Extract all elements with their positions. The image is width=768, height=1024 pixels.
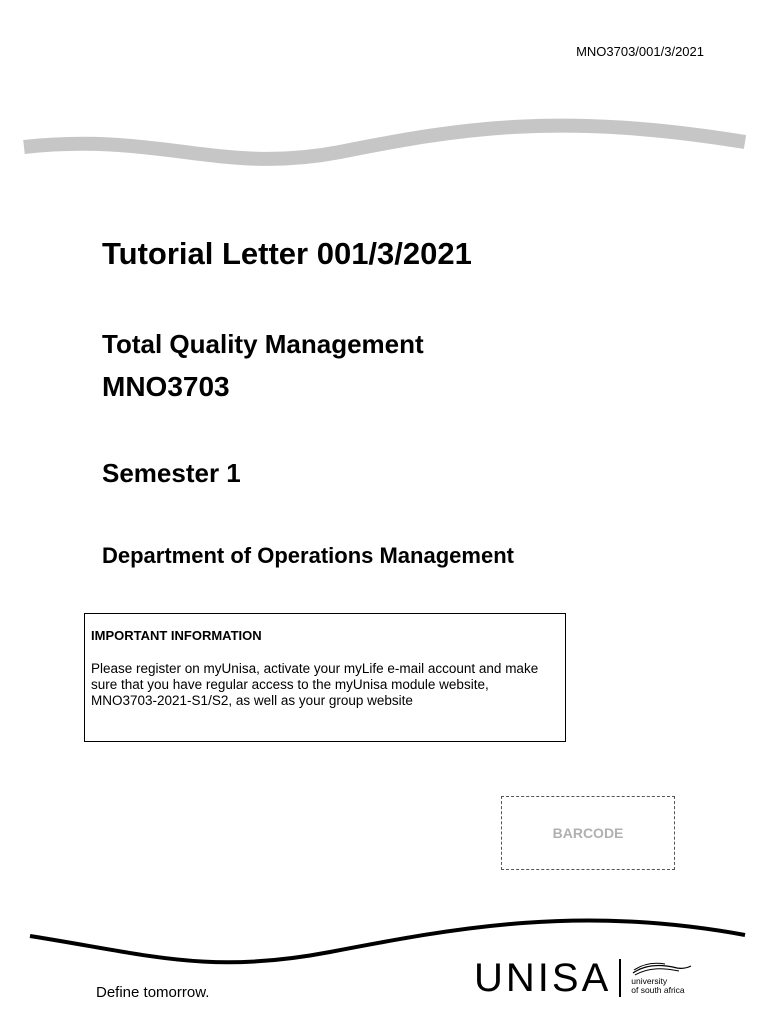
module-name: Total Quality Management [102, 329, 424, 359]
logo-wordmark: UNISA [474, 956, 612, 1000]
unisa-logo [474, 958, 693, 998]
logo-subtitle-line-1: university [631, 976, 668, 986]
info-heading: IMPORTANT INFORMATION [91, 628, 262, 643]
logo-divider [619, 959, 621, 997]
top-grey-wave [24, 126, 745, 159]
footer-tagline: Define tomorrow. [96, 984, 210, 1001]
info-body: Please register on myUnisa, activate your myLife e-mail account and make sure that you have regular access to the myUnisa module website, MNO3703-2021-S1/S2, as well as your group website [91, 661, 539, 708]
semester-label: Semester 1 [102, 458, 241, 488]
important-information-box [84, 613, 566, 742]
department-name: Department of Operations Management [102, 543, 514, 568]
module-code: MNO3703 [102, 371, 230, 402]
document-reference: MNO3703/001/3/2021 [576, 44, 704, 59]
barcode-label: BARCODE [552, 825, 624, 841]
logo-right-block [631, 961, 693, 995]
bottom-black-wave [30, 921, 745, 963]
document-title: Tutorial Letter 001/3/2021 [102, 236, 472, 271]
logo-subtitle-line-2: of south africa [631, 985, 685, 995]
barcode-placeholder [501, 796, 675, 870]
wave-emblem-icon [631, 961, 693, 977]
